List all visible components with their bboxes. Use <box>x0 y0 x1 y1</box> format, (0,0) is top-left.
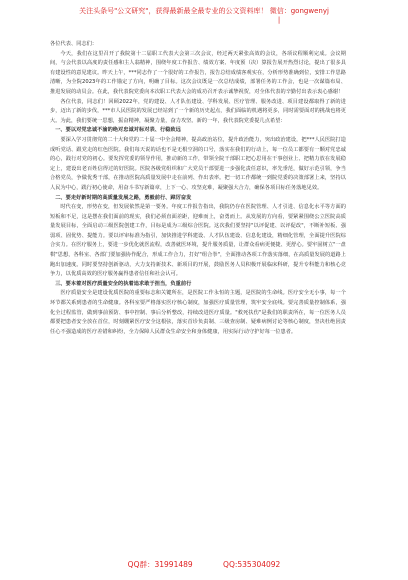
banner-mark: | <box>277 16 281 24</box>
greeting: 各位代表、同志们： <box>50 41 98 47</box>
section-heading: 二、要走好新时期的高质量发展之路，勇毅前行、踔厉奋发 <box>55 194 192 201</box>
section-heading: 一、要以对党忠诚不渝的绝对忠诚对标对表、行稳致远 <box>55 127 181 134</box>
section-body: 医疗质量安全是建设优质医院的重要标志和关键所在，是医院工作永恒的主题，是医院的生命线。医疗安全无小事，每一个环节都关系到患者的生命健康。各科室要严格落实医疗核心制度，加强医疗质量管理，筑牢安全底线。要完善质量控制体系，强化全过程监管，做到事前预防、事中控制、事后分析整改，持续改进医疗质量。"救死扶伤"是我们的职责所在，每一位医务人员都要把患者安全放在首位，时刻绷紧医疗安全这根弦，落实首诊负责制、三级查房制、疑难病例讨论等核心制度，坚决杜绝因责任心不强造成的医疗差错和纠纷，全力保障人民群众生命安全和身体健康，用实际行动守护好每一位患者。 <box>50 290 346 335</box>
paragraph: 今天，我们在这里召开了我院第十二届职工代表大会第三次会议，经过两天紧张高效的会议，各项议程顺利完成。会议期间，与会代表以高度的责任感和主人翁精神，围绕年度工作报告、绩效方案、年度预（决）算报告展开热烈讨论，提出了很多具有建设性的意见建议。昨天上午，***同志作了一个很好的工作报告，报告总结成绩客观实在，分析形势准确到位，安排工作思路清晰，为全院2023年的工作锚定了方向，明确了目标。这次会议既是一次总结成绩，部署任务的工作会，也是一次谋篇布局、推进发展的动员会。在此，我代表院党委向本次职工代表大会的成功召开表示诚挚祝贺，对全体代表的辛勤付出表示衷心感谢！ <box>50 50 346 95</box>
header-banner <box>0 7 408 25</box>
footer <box>0 559 408 570</box>
paragraph: 各位代表，同志们！回顾2022年，党的建设、人才队伍建设、学科发展、医疗管理、服务改进、项目建设都取得了新的进步，迈出了新的步伐，***市人民医院的发展已经站到了一个新的历史起点，我们面临的机遇将更多，同时需要面对的挑战也将更大。为此，我们要统一思想，振奋精神，凝聚力量，奋力攻坚。新的一年，我代表院党委提几点希望： <box>50 98 346 124</box>
banner-text: 关注头条号"公文研究"，获得最新最全最专业的公文资料库！ 微信：gongwenyj <box>79 7 329 15</box>
section-body: 时代在变，形势在变，但发展依然是第一要务。年度工作报告指出，我院仍存在医院管理、人才引进、信息化水平等方面的短板和不足，这是摆在我们面前的现实，我们必须直面差距，迎难而上，奋勇而上。从发展的方向看，要紧紧围绕公立医院高质量发展目标，全面启动三级医院创建工作，目标是成为三级综合医院。这次我们要坚持"以评促建、以评促改"，不断补短板、强弱项、固优势、提能力。要以评审标准为指引，加快推进学科建设、人才队伍建设、信息化建设，精细化管理，全面提升医院综合实力。在医疗服务上，要进一步优化就医流程，改善就医环境，提升服务质量，让群众看病更便捷、更舒心。要牢固树立"一盘棋"思想，各科室、各部门要加强协作配合，形成工作合力，打好"组合拳"，全面推动各项工作落实落细，在高质量发展的道路上跑出加速度。同时要坚持创新驱动，大力支持新技术、新项目的开展，鼓励医务人员积极开展临床科研，提升专科能力和核心竞争力，以优质高效的医疗服务赢得患者信任和社会认可。 <box>50 204 346 278</box>
section-body: 要深入学习贯彻党的二十大和党的二十届一中全会精神，提高政治站位，提升政治能力，突出政治建设，把***人民医院打造成听党话、跟党走的红色医院。我们每天说的话也不是无根空洞的口号，落实在我们的行动上，每一位员工都要有一颗对党忠诚的心，践行对党的初心。要发挥党委的领导作用，推动新的工作，带领全院干部职工把心思用在干事创业上、把精力放在发展稳定上，建设出老百姓信得过的好医院。医院各级党组织和广大党员干部要进一步强化责任意识，率先垂范，做好示范引领，争当合格党员，争做优秀干部，在推动医院高质量发展中走在前列、作出表率。把一切工作都统一到院党委的决策部署上来，坚持以人民为中心，践行初心使命，用奋斗书写新篇章，上下一心、攻坚克难，凝聚强大合力，确保各项目标任务落地见效。 <box>50 136 346 191</box>
section-heading: 三、要本着对医疗质量安全的执着追求敢于担当，负重前行 <box>55 280 192 287</box>
qq-group-text: QQ群：31991489 <box>127 560 193 569</box>
qq-text: QQ:535304092 <box>223 560 281 569</box>
document-body <box>50 40 346 337</box>
